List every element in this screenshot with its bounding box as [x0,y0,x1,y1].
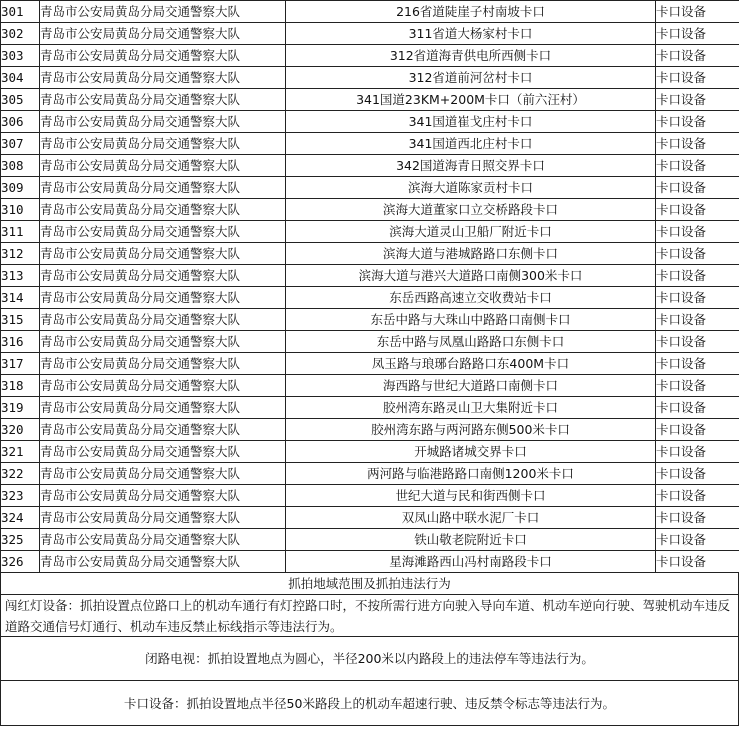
table-row [1,375,739,397]
row-location: 东岳西路高速立交收费站卡口 [286,287,656,309]
row-organization: 青岛市公安局黄岛分局交通警察大队 [40,45,286,67]
row-number: 310 [1,199,40,221]
row-device-type: 卡口设备 [656,1,739,23]
row-number: 325 [1,529,40,551]
table-row [1,89,739,111]
row-number: 326 [1,551,40,573]
red-light-note: 闯红灯设备：抓拍设置点位路口上的机动车通行有灯控路口时，不按所需行进方向驶入导向车道、机动车逆向行驶、驾驶机动车违反道路交通信号灯通行、机动车违反禁止标线指示等违法行为。 [1,595,738,637]
row-location: 海西路与世纪大道路口南侧卡口 [286,375,656,397]
row-location: 凤玉路与琅琊台路路口东400M卡口 [286,353,656,375]
row-device-type: 卡口设备 [656,463,739,485]
row-number: 319 [1,397,40,419]
row-organization: 青岛市公安局黄岛分局交通警察大队 [40,265,286,287]
table-row [1,133,739,155]
table-row [1,463,739,485]
row-number: 315 [1,309,40,331]
row-location: 312省道前河岔村卡口 [286,67,656,89]
row-location: 312省道海青供电所西侧卡口 [286,45,656,67]
cctv-note: 闭路电视：抓拍设置地点为圆心，半径200米以内路段上的违法停车等违法行为。 [1,637,738,681]
row-location: 铁山敬老院附近卡口 [286,529,656,551]
row-device-type: 卡口设备 [656,551,739,573]
row-number: 314 [1,287,40,309]
table-row [1,397,739,419]
row-device-type: 卡口设备 [656,133,739,155]
row-location: 342国道海青日照交界卡口 [286,155,656,177]
row-device-type: 卡口设备 [656,199,739,221]
table-row [1,199,739,221]
row-number: 303 [1,45,40,67]
row-device-type: 卡口设备 [656,529,739,551]
row-organization: 青岛市公安局黄岛分局交通警察大队 [40,375,286,397]
row-location: 两河路与临港路路口南侧1200米卡口 [286,463,656,485]
row-device-type: 卡口设备 [656,155,739,177]
row-organization: 青岛市公安局黄岛分局交通警察大队 [40,419,286,441]
row-organization: 青岛市公安局黄岛分局交通警察大队 [40,89,286,111]
table-row [1,177,739,199]
row-number: 302 [1,23,40,45]
table-row [1,485,739,507]
row-organization: 青岛市公安局黄岛分局交通警察大队 [40,441,286,463]
row-location: 滨海大道与港兴大道路口南侧300米卡口 [286,265,656,287]
row-location: 胶州湾东路灵山卫大集附近卡口 [286,397,656,419]
row-location: 滨海大道与港城路路口东侧卡口 [286,243,656,265]
table-row [1,111,739,133]
row-organization: 青岛市公安局黄岛分局交通警察大队 [40,507,286,529]
row-organization: 青岛市公安局黄岛分局交通警察大队 [40,463,286,485]
table-row [1,287,739,309]
row-number: 313 [1,265,40,287]
row-device-type: 卡口设备 [656,397,739,419]
row-location: 胶州湾东路与两河路东侧500米卡口 [286,419,656,441]
row-device-type: 卡口设备 [656,353,739,375]
row-organization: 青岛市公安局黄岛分局交通警察大队 [40,243,286,265]
row-device-type: 卡口设备 [656,265,739,287]
row-device-type: 卡口设备 [656,331,739,353]
row-organization: 青岛市公安局黄岛分局交通警察大队 [40,353,286,375]
row-organization: 青岛市公安局黄岛分局交通警察大队 [40,111,286,133]
table-row [1,331,739,353]
table-row [1,309,739,331]
row-number: 316 [1,331,40,353]
table-row [1,529,739,551]
row-number: 301 [1,1,40,23]
row-organization: 青岛市公安局黄岛分局交通警察大队 [40,551,286,573]
row-number: 320 [1,419,40,441]
row-number: 308 [1,155,40,177]
table-row [1,67,739,89]
row-number: 318 [1,375,40,397]
row-location: 341国道23KM+200M卡口（前六汪村） [286,89,656,111]
row-organization: 青岛市公安局黄岛分局交通警察大队 [40,133,286,155]
row-number: 317 [1,353,40,375]
row-location: 311省道大杨家村卡口 [286,23,656,45]
notes-title: 抓拍地域范围及抓拍违法行为 [1,573,738,595]
row-location: 341国道崔戈庄村卡口 [286,111,656,133]
row-organization: 青岛市公安局黄岛分局交通警察大队 [40,221,286,243]
row-location: 216省道陡崖子村南坡卡口 [286,1,656,23]
row-location: 滨海大道董家口立交桥路段卡口 [286,199,656,221]
checkpoint-note: 卡口设备：抓拍设置地点半径50米路段上的机动车超速行驶、违反禁令标志等违法行为。 [1,681,738,726]
row-device-type: 卡口设备 [656,23,739,45]
row-device-type: 卡口设备 [656,485,739,507]
row-location: 星海滩路西山冯村南路段卡口 [286,551,656,573]
table-row [1,45,739,67]
row-device-type: 卡口设备 [656,67,739,89]
row-number: 304 [1,67,40,89]
row-device-type: 卡口设备 [656,221,739,243]
row-location: 滨海大道陈家贡村卡口 [286,177,656,199]
table-row [1,551,739,573]
row-organization: 青岛市公安局黄岛分局交通警察大队 [40,155,286,177]
table-row [1,1,739,23]
row-device-type: 卡口设备 [656,177,739,199]
row-organization: 青岛市公安局黄岛分局交通警察大队 [40,287,286,309]
table-row [1,441,739,463]
row-device-type: 卡口设备 [656,287,739,309]
row-device-type: 卡口设备 [656,507,739,529]
row-number: 309 [1,177,40,199]
row-location: 开城路诸城交界卡口 [286,441,656,463]
row-organization: 青岛市公安局黄岛分局交通警察大队 [40,331,286,353]
row-number: 307 [1,133,40,155]
row-organization: 青岛市公安局黄岛分局交通警察大队 [40,67,286,89]
row-device-type: 卡口设备 [656,309,739,331]
row-number: 323 [1,485,40,507]
row-location: 341国道西北庄村卡口 [286,133,656,155]
row-organization: 青岛市公安局黄岛分局交通警察大队 [40,309,286,331]
row-device-type: 卡口设备 [656,375,739,397]
row-location: 东岳中路与大珠山中路路口南侧卡口 [286,309,656,331]
table-row [1,155,739,177]
row-number: 312 [1,243,40,265]
row-number: 322 [1,463,40,485]
row-number: 324 [1,507,40,529]
notes-section [0,573,739,726]
row-location: 世纪大道与民和街西侧卡口 [286,485,656,507]
row-organization: 青岛市公安局黄岛分局交通警察大队 [40,397,286,419]
row-organization: 青岛市公安局黄岛分局交通警察大队 [40,485,286,507]
table-row [1,265,739,287]
row-location: 双凤山路中联水泥厂卡口 [286,507,656,529]
table-row [1,243,739,265]
row-organization: 青岛市公安局黄岛分局交通警察大队 [40,1,286,23]
table-row [1,353,739,375]
row-device-type: 卡口设备 [656,45,739,67]
table-row [1,23,739,45]
row-organization: 青岛市公安局黄岛分局交通警察大队 [40,177,286,199]
row-location: 滨海大道灵山卫船厂附近卡口 [286,221,656,243]
row-number: 306 [1,111,40,133]
row-device-type: 卡口设备 [656,89,739,111]
row-organization: 青岛市公安局黄岛分局交通警察大队 [40,199,286,221]
row-device-type: 卡口设备 [656,243,739,265]
row-number: 305 [1,89,40,111]
row-device-type: 卡口设备 [656,111,739,133]
row-number: 321 [1,441,40,463]
row-location: 东岳中路与凤凰山路路口东侧卡口 [286,331,656,353]
row-organization: 青岛市公安局黄岛分局交通警察大队 [40,23,286,45]
row-device-type: 卡口设备 [656,441,739,463]
table-row [1,419,739,441]
row-organization: 青岛市公安局黄岛分局交通警察大队 [40,529,286,551]
table-row [1,221,739,243]
table-row [1,507,739,529]
row-number: 311 [1,221,40,243]
row-device-type: 卡口设备 [656,419,739,441]
